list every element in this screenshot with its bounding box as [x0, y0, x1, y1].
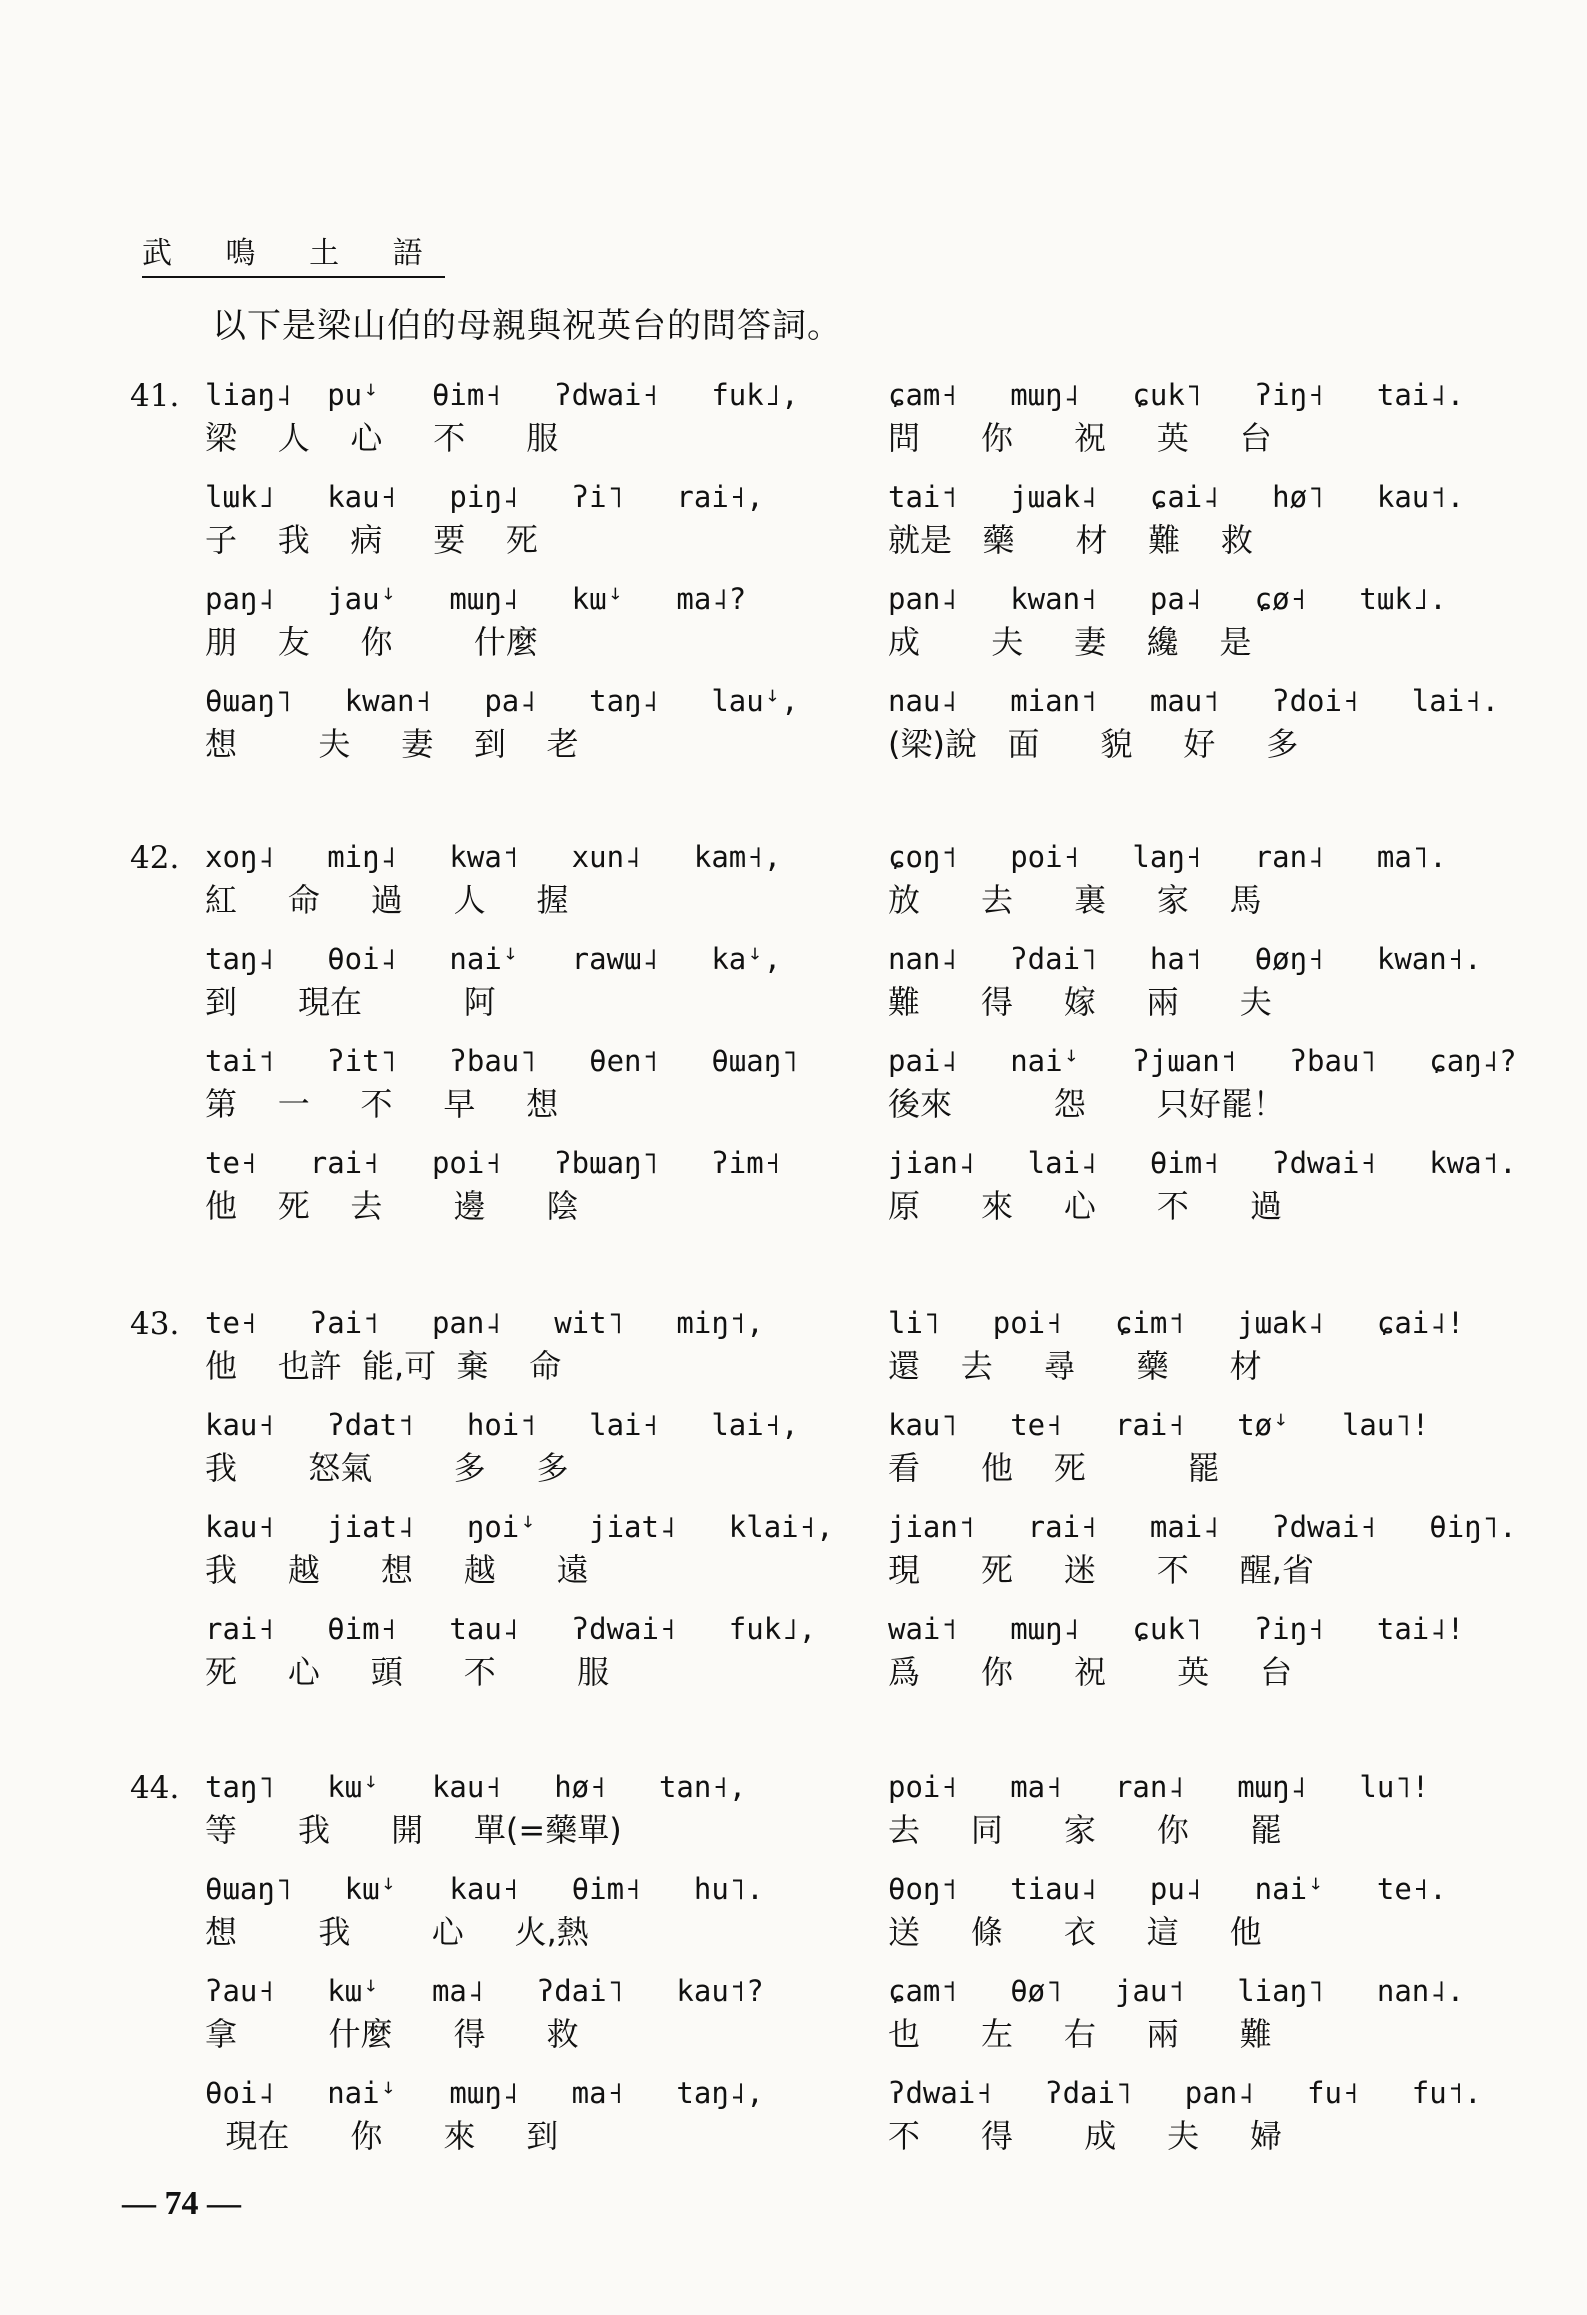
- page-number: — 74 —: [122, 2185, 241, 2222]
- verse-line: [888, 1612, 1528, 1692]
- verse-line: [205, 1510, 845, 1590]
- verse-line: [888, 1510, 1528, 1590]
- romanization: li˥ poi˧ ɕim˦ jɯak˨ ɕai˨!: [888, 1306, 1465, 1340]
- chinese-gloss: 後來 怨 只好罷！: [888, 1085, 1285, 1123]
- verse-line: [205, 582, 845, 662]
- verse-line: [205, 378, 845, 458]
- romanization: te˧ ʔai˦ pan˨ wit˥ miŋ˦,: [205, 1306, 764, 1340]
- verse-number: 41.: [130, 378, 180, 414]
- chinese-gloss: 紅 命 過 人 握: [205, 881, 569, 919]
- chinese-gloss: 問 你 祝 英 台: [888, 419, 1272, 457]
- verse-line: [205, 1974, 845, 2054]
- verse-line: [888, 1872, 1528, 1952]
- romanization: kau˥ te˧ rai˧ tøꜜ lau˥!: [888, 1408, 1430, 1442]
- romanization: θoŋ˦ tiau˨ pu˨ naiꜜ te˧.: [888, 1872, 1447, 1906]
- romanization: ɕoŋ˦ poi˧ laŋ˧ ran˨ ma˥.: [888, 840, 1447, 874]
- romanization: taŋ˨ θoi˨ naiꜜ rawɯ˨ kaꜜ,: [205, 942, 782, 976]
- romanization: θɯaŋ˥ kɯꜜ kau˧ θim˧ hu˥.: [205, 1872, 764, 1906]
- romanization: lɯk˩ kau˧ piŋ˨ ʔi˥ rai˧,: [205, 480, 764, 514]
- romanization: nau˨ mian˦ mau˦ ʔdoi˧ lai˧.: [888, 684, 1500, 718]
- verse-line: [205, 1872, 845, 1952]
- verse-line: [205, 684, 845, 764]
- verse-number: 42.: [130, 840, 180, 876]
- chinese-gloss: 現 死 迷 不 醒,省: [888, 1551, 1314, 1589]
- romanization: liaŋ˨ puꜜ θim˧ ʔdwai˧ fuk˩,: [205, 378, 799, 412]
- chinese-gloss: 放 去 裏 家 馬: [888, 881, 1262, 919]
- chinese-gloss: 還 去 尋 藥 材: [888, 1347, 1262, 1385]
- verse-line: [888, 1408, 1528, 1488]
- romanization: nan˨ ʔdai˥ ha˦ θøŋ˧ kwan˧.: [888, 942, 1482, 976]
- romanization: ʔdwai˧ ʔdai˥ pan˨ fu˧ fu˦.: [888, 2076, 1482, 2110]
- verse-line: [888, 1770, 1528, 1850]
- verse-line: [205, 1146, 845, 1226]
- romanization: taŋ˥ kɯꜜ kau˧ hø˧ tan˧,: [205, 1770, 747, 1804]
- chinese-gloss: 我 怒氣 多 多: [205, 1449, 569, 1487]
- romanization: paŋ˨ jauꜜ mɯŋ˨ kɯꜜ ma˨?: [205, 582, 747, 616]
- chinese-gloss: 他 也許 能,可 棄 命: [205, 1347, 562, 1385]
- verse-line: [888, 1044, 1528, 1124]
- verse-line: [205, 1044, 845, 1124]
- chinese-gloss: 也 左 右 兩 難: [888, 2015, 1272, 2053]
- verse-line: [205, 1306, 845, 1386]
- verse-line: [888, 1306, 1528, 1386]
- romanization: pan˨ kwan˧ pa˨ ɕø˧ tɯk˩.: [888, 582, 1447, 616]
- chinese-gloss: 就是 藥 材 難 救: [888, 521, 1253, 559]
- chinese-gloss: 去 同 家 你 罷: [888, 1811, 1282, 1849]
- romanization: te˧ rai˧ poi˧ ʔbɯaŋ˥ ʔim˧: [205, 1146, 782, 1180]
- romanization: poi˧ ma˧ ran˨ mɯŋ˨ lu˥!: [888, 1770, 1430, 1804]
- romanization: θoi˨ naiꜜ mɯŋ˨ ma˧ taŋ˨,: [205, 2076, 764, 2110]
- verse-line: [205, 840, 845, 920]
- chinese-gloss: 第 一 不 早 想: [205, 1085, 559, 1123]
- chinese-gloss: 死 心 頭 不 服: [205, 1653, 610, 1691]
- verse-line: [205, 942, 845, 1022]
- verse-line: [888, 684, 1528, 764]
- chinese-gloss: 送 條 衣 這 他: [888, 1913, 1262, 1951]
- verse-line: [888, 1974, 1528, 2054]
- chinese-gloss: 到 現在 阿: [205, 983, 496, 1021]
- chinese-gloss: 我 越 想 越 遠: [205, 1551, 589, 1589]
- chinese-gloss: 看 他 死 罷: [888, 1449, 1220, 1487]
- verse-line: [888, 840, 1528, 920]
- romanization: ɕam˦ θø˥ jau˦ liaŋ˥ nan˨.: [888, 1974, 1465, 2008]
- romanization: pai˨ naiꜜ ʔjɯan˦ ʔbau˥ ɕaŋ˨?: [888, 1044, 1517, 1078]
- verse-line: [205, 2076, 845, 2156]
- running-header: 武 鳴 土 語: [142, 228, 445, 278]
- verse-line: [205, 1408, 845, 1488]
- romanization: xoŋ˨ miŋ˨ kwa˦ xun˨ kam˧,: [205, 840, 782, 874]
- verse-line: [205, 1770, 845, 1850]
- chinese-gloss: 他 死 去 邊 陰: [205, 1187, 579, 1225]
- verse-line: [888, 1146, 1528, 1226]
- verse-number: 43.: [130, 1306, 180, 1342]
- chinese-gloss: 原 來 心 不 過: [888, 1187, 1282, 1225]
- romanization: jian˨ lai˨ θim˧ ʔdwai˧ kwa˦.: [888, 1146, 1517, 1180]
- romanization: jian˦ rai˧ mai˨ ʔdwai˧ θiŋ˥.: [888, 1510, 1517, 1544]
- romanization: kau˧ ʔdat˦ hoi˦ lai˧ lai˧,: [205, 1408, 799, 1442]
- romanization: tai˦ ʔit˥ ʔbau˥ θen˦ θɯaŋ˥: [205, 1044, 799, 1078]
- verse-line: [888, 378, 1528, 458]
- verse-line: [888, 480, 1528, 560]
- verse-line: [888, 2076, 1528, 2156]
- verse-number: 44.: [130, 1770, 180, 1806]
- chinese-gloss: 爲 你 祝 英 台: [888, 1653, 1293, 1691]
- chinese-gloss: 難 得 嫁 兩 夫: [888, 983, 1272, 1021]
- verse-line: [888, 942, 1528, 1022]
- chinese-gloss: 子 我 病 要 死: [205, 521, 538, 559]
- verse-line: [888, 582, 1528, 662]
- romanization: ʔau˧ kɯꜜ ma˨ ʔdai˥ kau˦?: [205, 1974, 764, 2008]
- chinese-gloss: 不 得 成 夫 婦: [888, 2117, 1282, 2155]
- verse-line: [205, 480, 845, 560]
- chinese-gloss: 拿 什麼 得 救: [205, 2015, 579, 2053]
- romanization: θɯaŋ˥ kwan˧ pa˨ taŋ˨ lauꜜ,: [205, 684, 799, 718]
- chinese-gloss: 梁 人 心 不 服: [205, 419, 559, 457]
- chinese-gloss: (梁)說 面 貌 好 多: [888, 725, 1299, 763]
- chinese-gloss: 現在 你 來 到: [205, 2117, 559, 2155]
- chinese-gloss: 等 我 開 單(=藥單): [205, 1811, 622, 1849]
- romanization: kau˧ jiat˨ ŋoiꜜ jiat˨ klai˧,: [205, 1510, 834, 1544]
- verse-line: [205, 1612, 845, 1692]
- romanization: rai˧ θim˧ tau˨ ʔdwai˧ fuk˩,: [205, 1612, 817, 1646]
- chinese-gloss: 想 夫 妻 到 老: [205, 725, 579, 763]
- romanization: tai˦ jɯak˨ ɕai˨ hø˥ kau˦.: [888, 480, 1465, 514]
- intro-text: 以下是梁山伯的母親與祝英台的問答詞。: [212, 306, 842, 346]
- chinese-gloss: 想 我 心 火,熱: [205, 1913, 589, 1951]
- romanization: ɕam˧ mɯŋ˨ ɕuk˥ ʔiŋ˧ tai˨.: [888, 378, 1465, 412]
- chinese-gloss: 朋 友 你 什麼: [205, 623, 538, 661]
- chinese-gloss: 成 夫 妻 纔 是: [888, 623, 1252, 661]
- romanization: wai˦ mɯŋ˨ ɕuk˥ ʔiŋ˧ tai˨!: [888, 1612, 1465, 1646]
